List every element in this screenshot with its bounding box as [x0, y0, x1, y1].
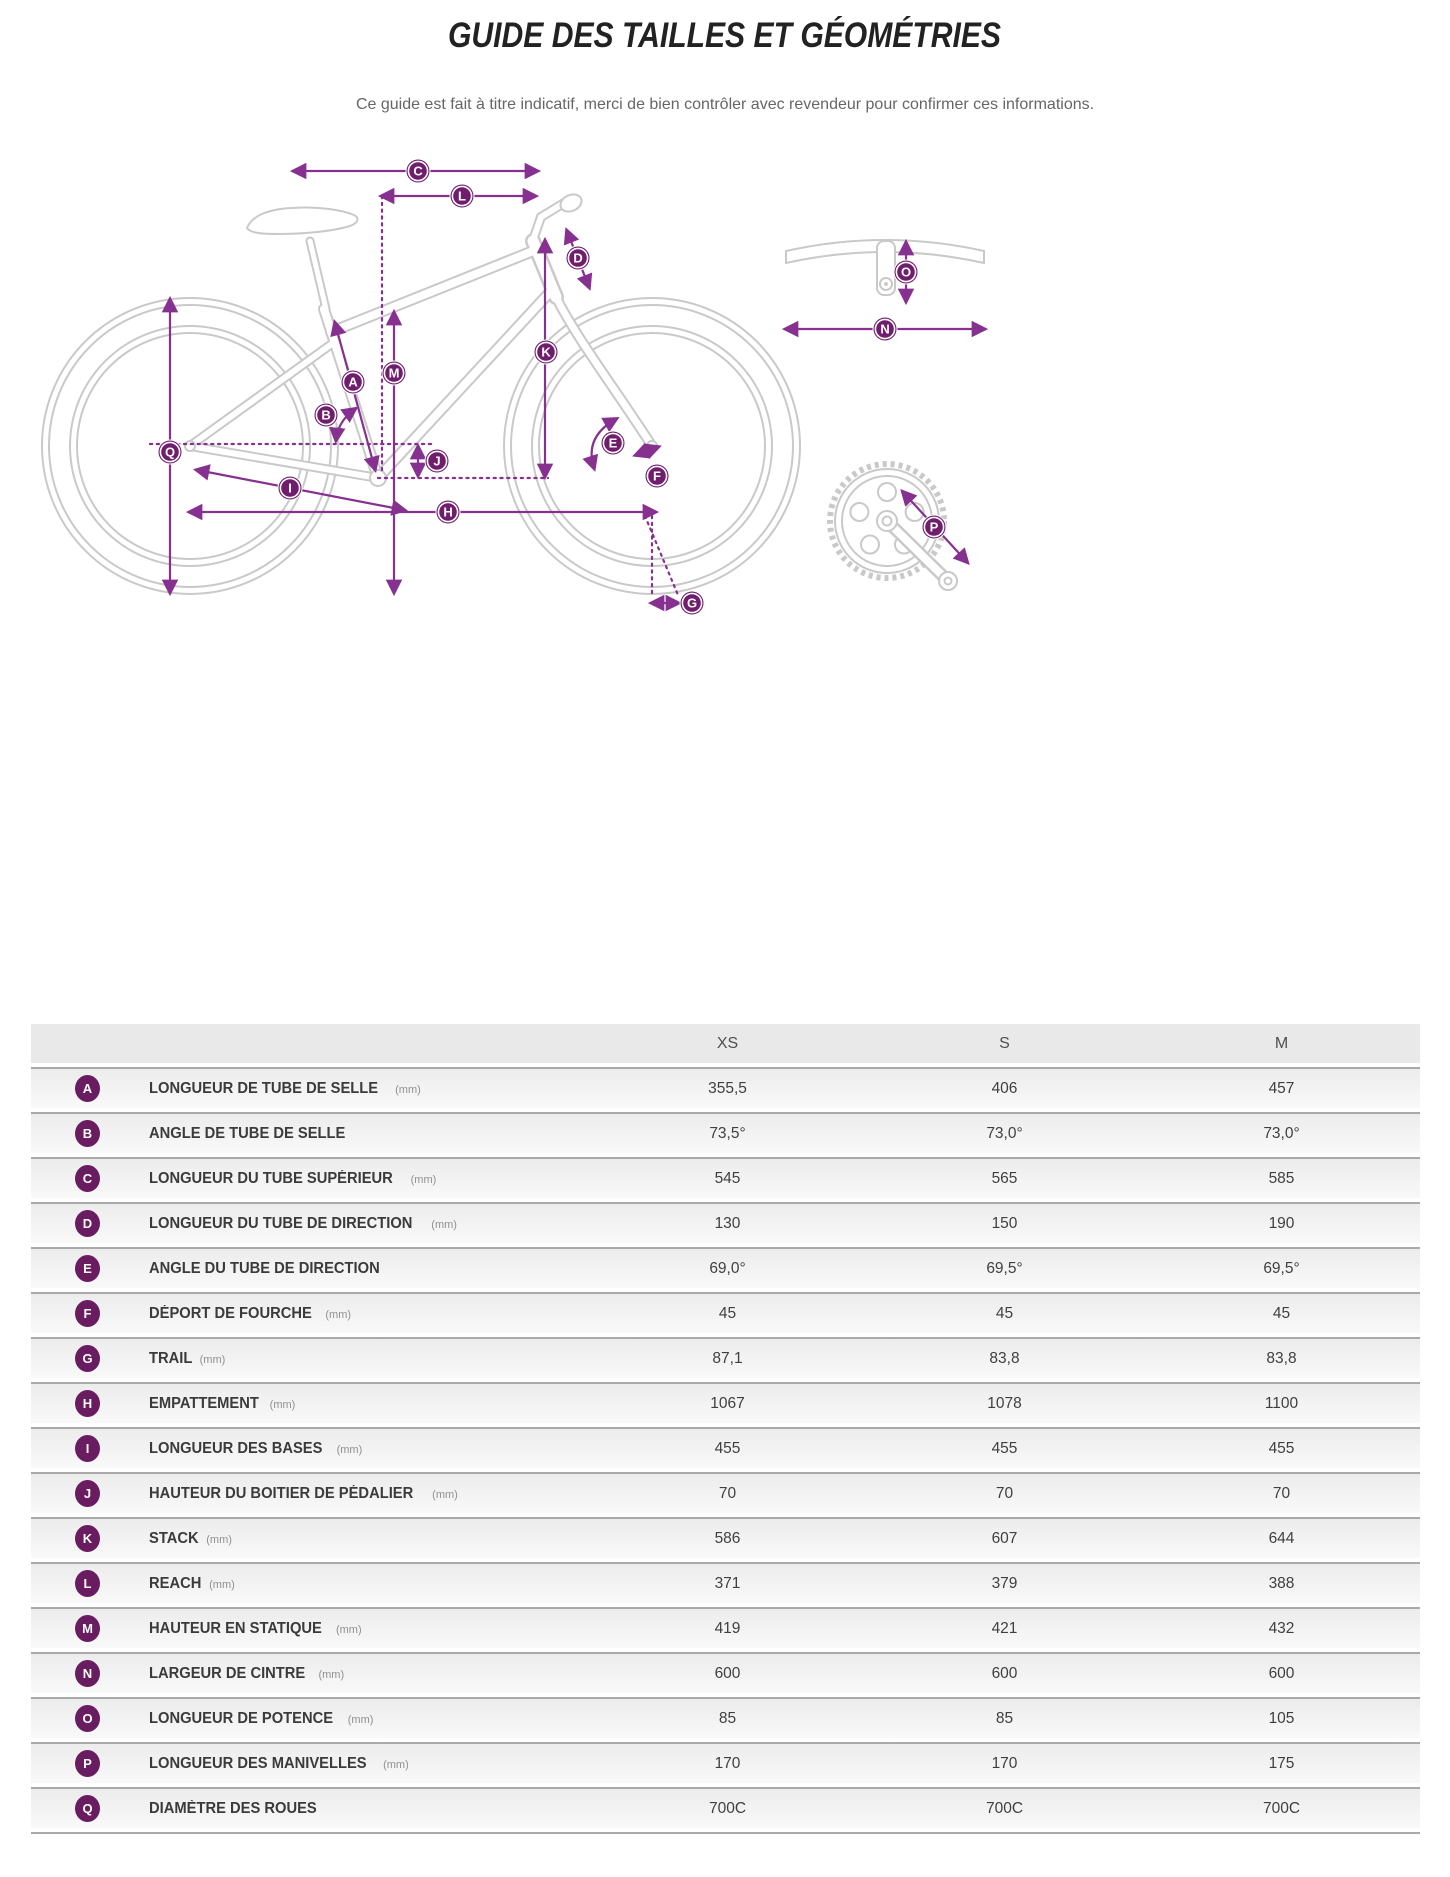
row-value: 455 [991, 1439, 1018, 1457]
table-row [31, 1382, 1420, 1423]
row-unit: (mm) [269, 1398, 296, 1411]
table-row [31, 1202, 1420, 1243]
row-label: HAUTEUR DU BOITIER DE PÉDALIER [149, 1484, 414, 1502]
row-value: 421 [991, 1619, 1018, 1637]
row-letter-badge: J [75, 1480, 100, 1507]
badge-O [894, 260, 918, 284]
row-value: 457 [1268, 1079, 1295, 1097]
row-label: ANGLE DE TUBE DE SELLE [149, 1124, 346, 1142]
table-bottom-border [31, 1832, 1420, 1834]
row-letter-badge: L [75, 1570, 100, 1597]
svg-text:I: I [288, 480, 292, 496]
row-letter-badge: E [75, 1255, 100, 1282]
row-value: 700C [708, 1799, 747, 1817]
handlebar-top-view [786, 240, 984, 295]
saddle [247, 207, 357, 234]
svg-text:Q: Q [164, 444, 176, 460]
row-value: 45 [718, 1304, 737, 1322]
svg-text:K: K [541, 344, 551, 360]
row-unit: (mm) [410, 1173, 437, 1186]
table-row [31, 1787, 1420, 1828]
row-value: 586 [714, 1529, 741, 1547]
row-value: 69,5° [986, 1259, 1023, 1277]
row-value: 85 [718, 1709, 737, 1727]
table-row [31, 1472, 1420, 1513]
row-value: 406 [991, 1079, 1018, 1097]
table-header [31, 1024, 1420, 1063]
page-subtitle: Ce guide est fait à titre indicatif, merci de bien contrôler avec revendeur pour confirmer ces informations. [355, 96, 1095, 113]
badge-K [534, 340, 558, 364]
row-letter-badge: G [75, 1345, 100, 1372]
row-value: 170 [991, 1754, 1018, 1772]
svg-text:O: O [900, 264, 912, 280]
row-value: 73,0° [1263, 1124, 1300, 1142]
row-label: DIAMÈTRE DES ROUES [149, 1799, 317, 1817]
row-value: 379 [991, 1574, 1018, 1592]
row-letter-badge: P [75, 1750, 100, 1777]
badge-B [314, 403, 338, 427]
svg-text:M: M [388, 365, 400, 381]
row-value: 600 [1268, 1664, 1295, 1682]
row-value: 45 [995, 1304, 1014, 1322]
row-unit: (mm) [431, 1218, 457, 1231]
pedal-boss [939, 572, 957, 590]
row-label: TRAIL [149, 1349, 193, 1367]
row-value: 455 [714, 1439, 741, 1457]
table-row [31, 1607, 1420, 1648]
row-letter-badge: F [75, 1300, 100, 1327]
row-value: 45 [1272, 1304, 1291, 1322]
row-value: 545 [714, 1169, 741, 1187]
row-label: LONGUEUR DE TUBE DE SELLE [149, 1079, 379, 1097]
row-label: EMPATTEMENT [149, 1394, 259, 1412]
table-row [31, 1562, 1420, 1603]
row-label: LONGUEUR DES BASES [149, 1439, 323, 1457]
row-letter-badge: Q [75, 1795, 100, 1822]
row-unit: (mm) [209, 1578, 235, 1591]
badge-M [382, 361, 406, 385]
svg-text:H: H [443, 504, 453, 520]
badge-Q [158, 440, 182, 464]
row-unit: (mm) [325, 1308, 352, 1321]
rear-dropout [185, 441, 195, 451]
row-label: ANGLE DU TUBE DE DIRECTION [149, 1259, 380, 1277]
row-value: 73,0° [986, 1124, 1023, 1142]
row-value: 170 [714, 1754, 741, 1772]
row-letter-badge: M [75, 1615, 100, 1642]
row-value: 585 [1268, 1169, 1295, 1187]
table-row [31, 1742, 1420, 1783]
row-value: 83,8 [989, 1349, 1020, 1367]
row-letter-badge: D [75, 1210, 100, 1237]
svg-text:P: P [929, 519, 939, 535]
table-row [31, 1337, 1420, 1378]
row-value: 700C [1262, 1799, 1301, 1817]
row-unit: (mm) [432, 1488, 458, 1501]
row-label: LONGUEUR DU TUBE SUPÉRIEUR [149, 1169, 393, 1187]
row-unit: (mm) [199, 1353, 226, 1366]
row-letter-badge: H [75, 1390, 100, 1417]
bike-geometry-svg [28, 156, 1018, 616]
row-value: 85 [995, 1709, 1014, 1727]
size-header-s: S [999, 1034, 1010, 1052]
row-value: 70 [1272, 1484, 1291, 1502]
row-value: 644 [1268, 1529, 1295, 1547]
row-unit: (mm) [335, 1623, 362, 1636]
svg-text:G: G [686, 595, 698, 611]
row-value: 600 [714, 1664, 741, 1682]
svg-text:N: N [880, 321, 890, 337]
row-value: 371 [714, 1574, 741, 1592]
badge-C [406, 159, 430, 183]
svg-text:B: B [321, 407, 331, 423]
badge-I [278, 476, 302, 500]
row-value: 105 [1268, 1709, 1295, 1727]
row-value: 1078 [987, 1394, 1022, 1412]
row-value: 607 [991, 1529, 1018, 1547]
row-unit: (mm) [206, 1533, 232, 1546]
row-value: 600 [991, 1664, 1018, 1682]
geometry-table [31, 1024, 1420, 1834]
row-label: LONGUEUR DES MANIVELLES [149, 1754, 367, 1772]
row-label: DÉPORT DE FOURCHE [149, 1304, 312, 1322]
bike-wheels [42, 298, 800, 594]
row-letter-badge: B [75, 1120, 100, 1147]
table-row [31, 1652, 1420, 1693]
handlebar-grip [558, 191, 585, 215]
row-value: 355,5 [708, 1079, 747, 1097]
row-value: 432 [1268, 1619, 1295, 1637]
table-row [31, 1067, 1420, 1108]
table-body [31, 1067, 1420, 1828]
badge-P [922, 515, 946, 539]
page-title: GUIDE DES TAILLES ET GÉOMÉTRIES [448, 16, 1002, 55]
row-value: 388 [1268, 1574, 1295, 1592]
row-letter-badge: N [75, 1660, 100, 1687]
row-label: LONGUEUR DE POTENCE [149, 1709, 334, 1727]
badge-D [566, 246, 590, 270]
table-row [31, 1247, 1420, 1288]
row-value: 73,5° [709, 1124, 746, 1142]
badge-G [680, 591, 704, 615]
row-label: STACK [149, 1529, 199, 1547]
svg-text:F: F [653, 468, 661, 484]
svg-text:C: C [413, 163, 423, 179]
row-value: 70 [995, 1484, 1014, 1502]
row-unit: (mm) [383, 1758, 409, 1771]
table-row [31, 1292, 1420, 1333]
row-letter-badge: K [75, 1525, 100, 1552]
svg-text:D: D [573, 250, 583, 266]
table-row [31, 1112, 1420, 1153]
table-row [31, 1427, 1420, 1468]
size-header-xs: XS [716, 1034, 739, 1052]
row-value: 87,1 [712, 1349, 743, 1367]
row-value: 700C [985, 1799, 1024, 1817]
svg-text:J: J [433, 453, 441, 469]
table-row [31, 1517, 1420, 1558]
row-value: 69,5° [1263, 1259, 1300, 1277]
row-value: 455 [1268, 1439, 1295, 1457]
badge-N [873, 317, 897, 341]
row-label: HAUTEUR EN STATIQUE [149, 1619, 322, 1637]
measure-A-seat-tube [335, 323, 375, 469]
row-unit: (mm) [395, 1083, 421, 1096]
row-value: 175 [1268, 1754, 1295, 1772]
row-unit: (mm) [347, 1713, 374, 1726]
row-value: 130 [714, 1214, 741, 1232]
row-letter-badge: O [75, 1705, 100, 1732]
row-value: 70 [718, 1484, 737, 1502]
bike-geometry-diagram [28, 156, 1018, 616]
table-row [31, 1697, 1420, 1738]
row-value: 83,8 [1266, 1349, 1297, 1367]
row-label: LONGUEUR DU TUBE DE DIRECTION [149, 1214, 413, 1232]
row-unit: (mm) [318, 1668, 345, 1681]
svg-text:E: E [608, 435, 618, 451]
row-label: REACH [149, 1574, 202, 1592]
row-value: 1100 [1264, 1394, 1299, 1412]
row-value: 150 [991, 1214, 1018, 1232]
badge-J [425, 449, 449, 473]
row-unit: (mm) [336, 1443, 363, 1456]
badge-L [450, 184, 474, 208]
row-letter-badge: I [75, 1435, 100, 1462]
badge-E [601, 431, 625, 455]
svg-text:A: A [348, 374, 358, 390]
size-header-m: M [1274, 1034, 1289, 1052]
row-value: 69,0° [709, 1259, 746, 1277]
row-value: 1067 [710, 1394, 745, 1412]
row-letter-badge: A [75, 1075, 100, 1102]
row-value: 190 [1268, 1214, 1295, 1232]
measurement-lines [170, 171, 984, 603]
badge-A [341, 370, 365, 394]
row-label: LARGEUR DE CINTRE [149, 1664, 306, 1682]
row-value: 419 [714, 1619, 741, 1637]
row-value: 565 [991, 1169, 1018, 1187]
badge-F [645, 464, 669, 488]
reference-dotted-lines [150, 196, 678, 597]
row-letter-badge: C [75, 1165, 100, 1192]
table-row [31, 1157, 1420, 1198]
svg-text:L: L [458, 188, 466, 204]
badge-H [436, 500, 460, 524]
